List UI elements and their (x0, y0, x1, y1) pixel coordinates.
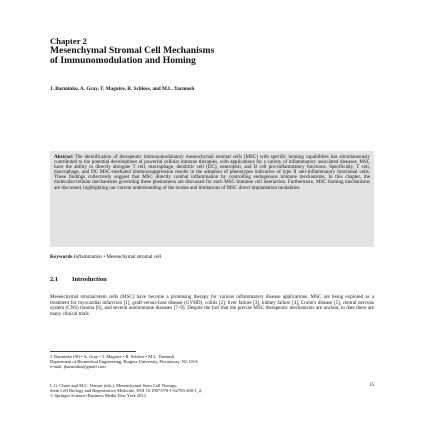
chapter-title-line-2: of Immunomodulation and Homing (50, 55, 196, 66)
abstract-text: The identification of therapeutic immunomodulatory mesenchymal stromal cells (MSC) with specific homing capabilities has simultaneously contributed to the potential development of powerful cellular immune therapies, with applications for a variety of inflammatory associated diseases. MSC have the ability to directly abrogate T cell, macrophage, dendritic cell (DC), neutrophil, and B cell pro-inflammatory functions. Specifically, T cell, macrophage, and DC MSC-mediated immunosuppression results in the adoption of phenotypes indicative of type II anti-inflammatory functional cells. These findings collectively suggest that MSC directly combat inflammation by controlling endogenous immune mechanisms. In this chapter, the molecular/cellular mechanisms governing these phenomena are discussed for each MSC-immune cell interaction. Furthermore, MSC homing mechanisms are discussed, highlighting our current understanding of the modes and limitations of MSC direct implantation modalities. (54, 154, 370, 191)
section-number: 2.1 (50, 276, 58, 283)
introduction-paragraph: Mesenchymal stromal/stem cells (MSC) have become a promising therapy for various inflammatory disease applications. MSC are being explored as a treatment for myocardial infarction [1], graft-versus-host disease (GVHD), colitis [2], liver failure [3], kidney failure [4], Crohn's disease [5], central nervous system (CNS) trauma [6], and several autoimmune diseases [7–9]. Despite the fact that the precise MSC therapeutic mechanisms are unclear, to date there are many clinical trials (50, 294, 374, 317)
citation-line-2: Stem Cell Biology and Regenerative Medicine, DOI 10.1007/978-1-62703-200-1_2, (50, 388, 203, 394)
chapter-title (50, 46, 380, 66)
author-footnote (50, 354, 370, 369)
abstract (54, 155, 370, 191)
chapter-label: Chapter 2 (50, 36, 87, 46)
footnote-divider (50, 351, 136, 352)
abstract-label: Abstract (54, 154, 73, 160)
section-title: Introduction (72, 276, 107, 283)
citation-line-3: © Springer Science+Business Media New York 2013 (50, 393, 146, 399)
author-list: J. Barminko, A. Gray, T. Maguire, R. Schloss, and M.L. Yarmush (50, 86, 195, 92)
footnote-authors: J. Barminko (✉) • A. Gray • T. Maguire • R. Schloss • M.L. Yarmush (50, 354, 175, 359)
keywords-items: Inflammation • Mesenchymal stromal cell (73, 254, 162, 260)
footnote-email: e-mail: jbarminko@gmail.com (50, 364, 106, 369)
book-citation (50, 383, 350, 399)
page-number: 15 (369, 383, 374, 388)
keywords (50, 254, 370, 260)
section-heading (50, 276, 370, 283)
citation-line-1: L.G. Chase and M.C. Vemuri (eds.), Mesenchymal Stem Cell Therapy, (50, 383, 178, 388)
footnote-affiliation: Department of Biomedical Engineering, Rutgers University, Piscataway, NJ, USA (50, 359, 198, 364)
chapter-title-line-1: Mesenchymal Stromal Cell Mechanisms (50, 45, 215, 56)
keywords-label: Keywords (50, 254, 73, 260)
